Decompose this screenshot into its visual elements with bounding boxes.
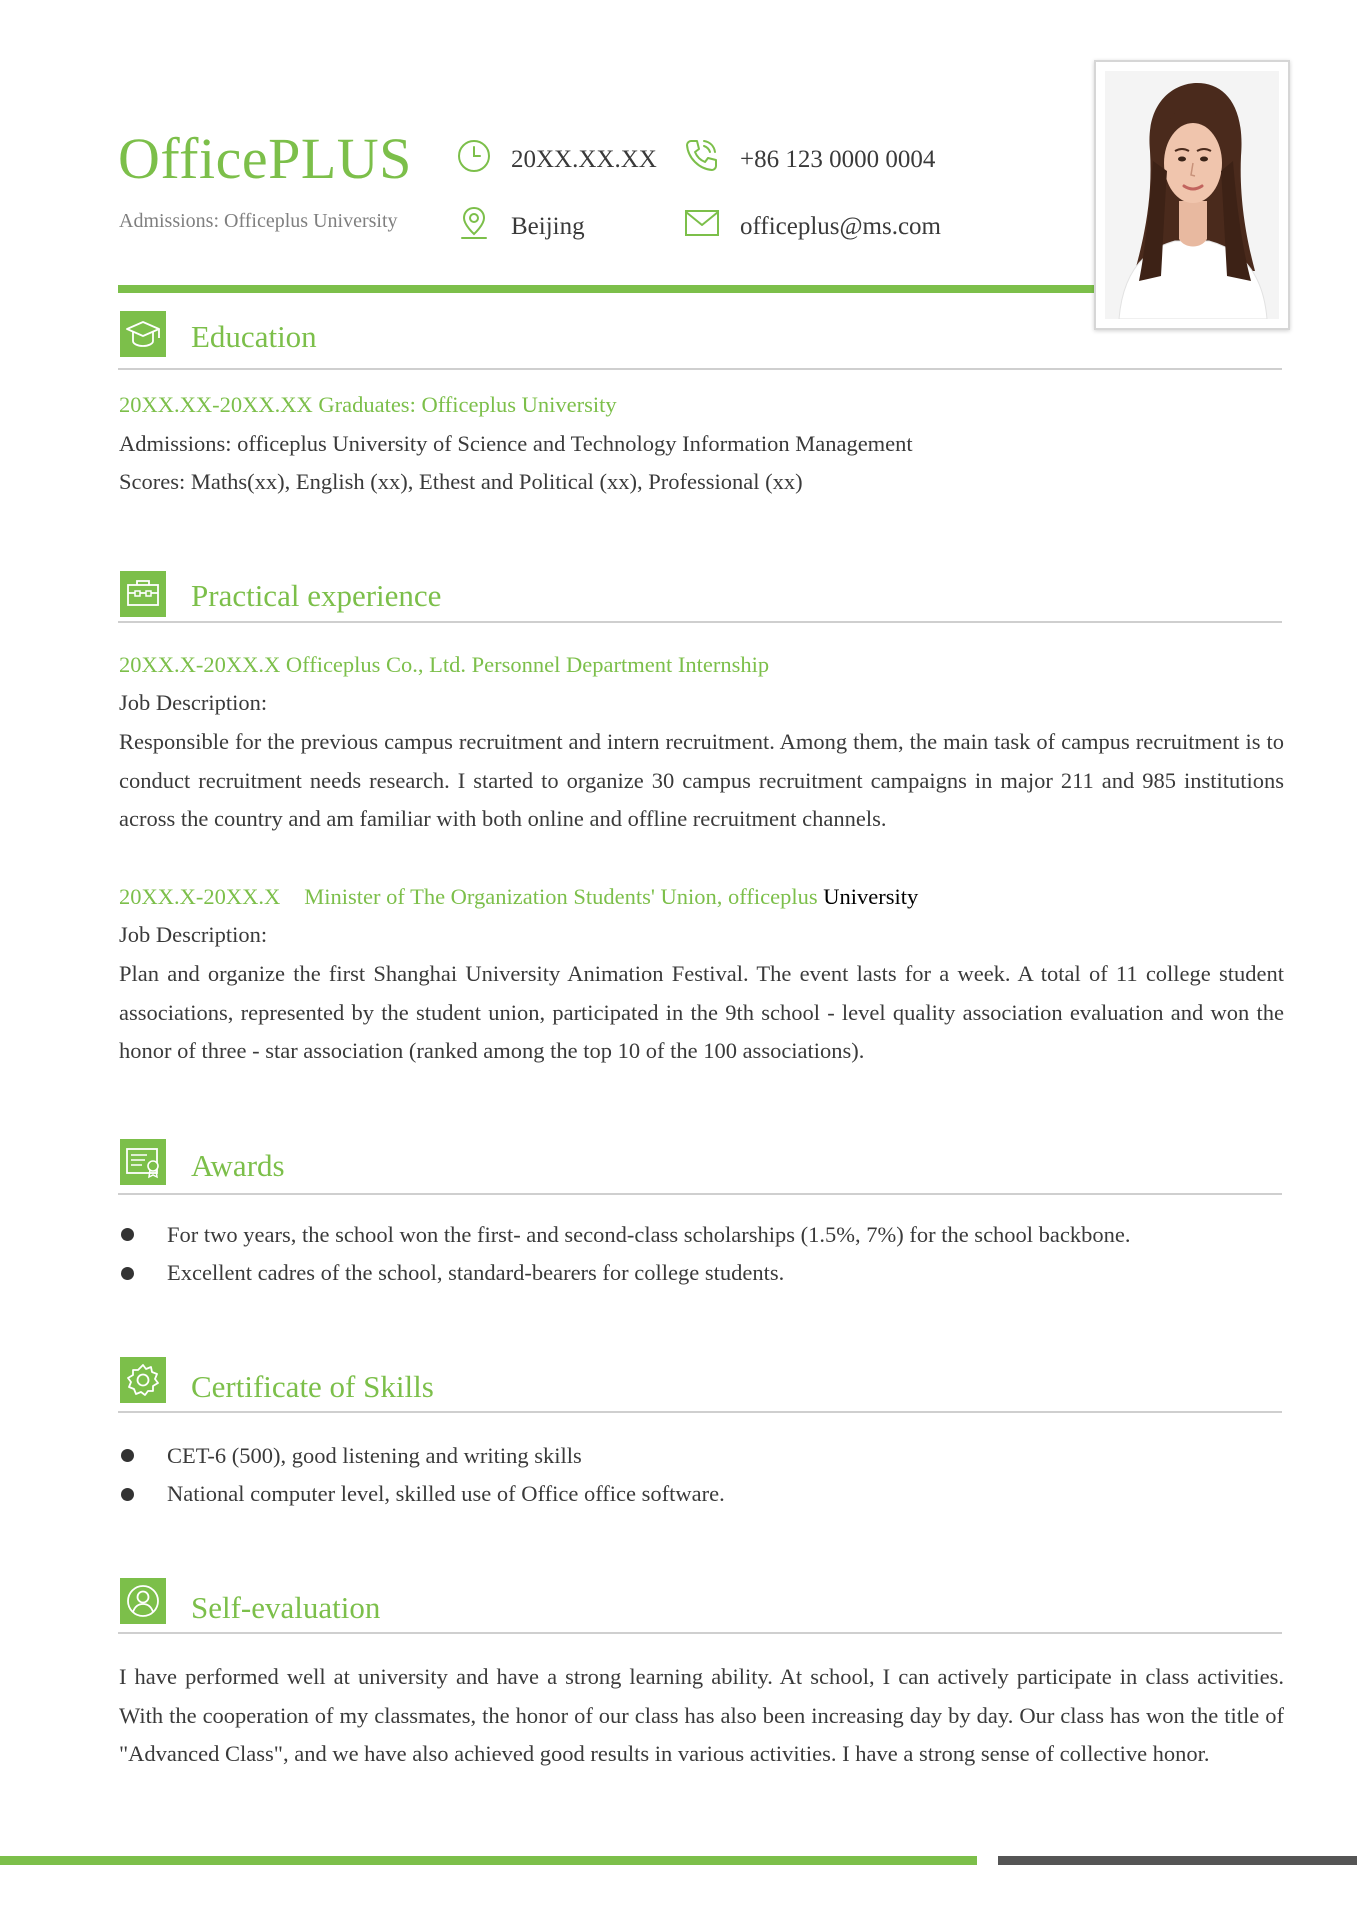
mail-icon <box>684 205 720 241</box>
experience-entry-2-label: Job Description: <box>119 922 268 947</box>
phone-icon <box>683 137 719 173</box>
clock-icon <box>456 138 492 174</box>
skills-item-2: National computer level, skilled use of Office office software. <box>167 1481 725 1506</box>
experience-entry-2-date: 20XX.X-20XX.X <box>119 884 281 909</box>
education-rule <box>118 368 1282 370</box>
awards-item-1: For two years, the school won the first- and second-class scholarships (1.5%, 7%) for the school backbone. <box>167 1222 1131 1247</box>
experience-entry-1-label: Job Description: <box>119 690 268 715</box>
education-title: Education <box>191 319 317 354</box>
location-pin-icon <box>456 205 492 241</box>
footer-bar-dark <box>998 1856 1357 1865</box>
experience-entry-1-heading: 20XX.X-20XX.X Officeplus Co., Ltd. Personnel Department Internship <box>119 652 770 677</box>
experience-rule <box>118 621 1282 623</box>
education-line-2: Scores: Maths(xx), English (xx), Ethest and Political (xx), Professional (xx) <box>119 469 803 494</box>
education-line-1: Admissions: officeplus University of Science and Technology Information Management <box>119 431 913 456</box>
skills-rule <box>118 1411 1282 1413</box>
footer-bar-green <box>0 1856 977 1865</box>
header-divider <box>118 285 1096 293</box>
awards-rule <box>118 1193 1282 1195</box>
email-text: officeplus@ms.com <box>740 213 942 240</box>
education-entry-heading: 20XX.XX-20XX.XX Graduates: Officeplus University <box>119 392 617 417</box>
location-text: Beijing <box>511 213 585 240</box>
experience-title: Practical experience <box>191 578 442 613</box>
certificate-icon <box>120 1139 166 1185</box>
experience-entry-2-role: Minister of The Organization Students' Union, officeplus <box>304 884 818 909</box>
date-text: 20XX.XX.XX <box>511 146 657 173</box>
person-icon <box>120 1578 166 1624</box>
bullet-icon <box>121 1449 134 1462</box>
brand-title: OfficePLUS <box>118 126 412 191</box>
briefcase-icon <box>120 571 166 617</box>
awards-item-2: Excellent cadres of the school, standard-bearers for college students. <box>167 1260 785 1285</box>
graduation-cap-icon <box>120 311 166 357</box>
awards-title: Awards <box>191 1148 285 1183</box>
profile-photo <box>1094 60 1290 330</box>
bullet-icon <box>121 1228 134 1241</box>
gear-icon <box>120 1357 166 1403</box>
bullet-icon <box>121 1267 134 1280</box>
bullet-icon <box>121 1488 134 1501</box>
experience-entry-2-heading <box>119 886 918 909</box>
self-evaluation-title: Self-evaluation <box>191 1590 381 1625</box>
self-evaluation-text: I have performed well at university and have a strong learning ability. At school, I can actively participate in class activities. With the cooperation of my classmates, the honor of our class has also been increasing day by day. Our class has won the title of "Advanced Class", and we have also achieved good results in various activities. I have a strong sense of collective honor. <box>119 1664 1284 1767</box>
phone-text: +86 123 0000 0004 <box>740 146 936 173</box>
experience-entry-1-text: Responsible for the previous campus recruitment and intern recruitment. Among them, the main task of campus recruitment is to conduct recruitment needs research. I started to organize 30 campus recruitment campaigns in major 211 and 985 institutions across the country and am familiar with both online and offline recruitment channels. <box>119 729 1284 832</box>
experience-entry-2-tail: University <box>823 884 919 909</box>
experience-entry-2-text: Plan and organize the first Shanghai University Animation Festival. The event lasts for a week. A total of 11 college student associations, represented by the student union, participated in the 9th school - level quality association evaluation and won the honor of three - star association (ranked among the top 10 of the 100 associations). <box>119 961 1284 1064</box>
skills-item-1: CET-6 (500), good listening and writing skills <box>167 1443 582 1468</box>
self-evaluation-rule <box>118 1632 1282 1634</box>
skills-title: Certificate of Skills <box>191 1369 434 1404</box>
brand-subtitle: Admissions: Officeplus University <box>119 210 398 232</box>
